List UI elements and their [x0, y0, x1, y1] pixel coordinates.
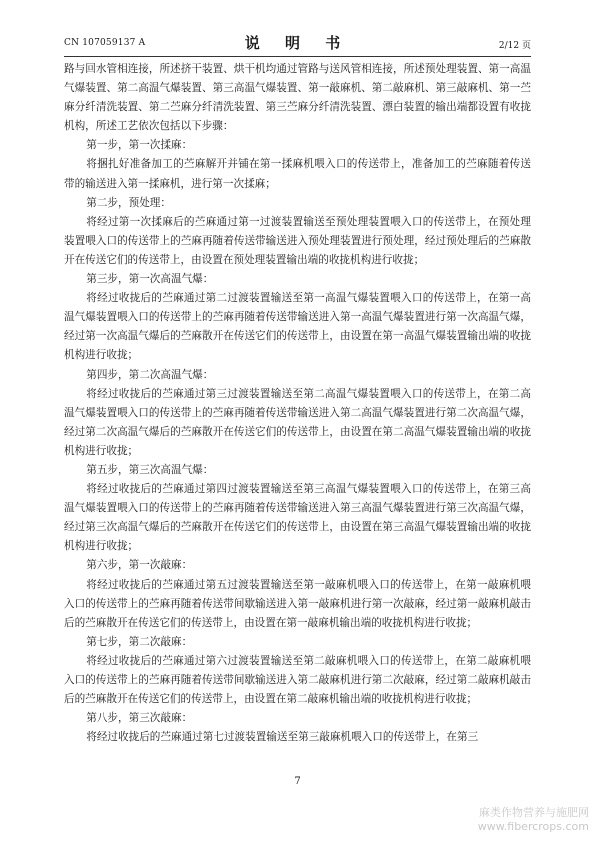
step-heading: 第一步，第一次揉麻：: [86, 139, 193, 152]
paragraph: 将捆扎好准备加工的苎麻解开并铺在第一揉麻机喂入口的传送带上，准备加工的苎麻随着传送带的输送进入第一揉麻机，进行第一次揉麻；: [64, 158, 531, 190]
paragraph: 将经过收拢后的苎麻通过第五过渡装置输送至第一敲麻机喂入口的传送带上，在第一敲麻机喂入口的传送带上的苎麻再随着传送带间歇输送进入第一敲麻机进行第一次敲麻，经过第一敲麻机敲击后的苎麻散开在传送它们的传送带上，由设置在第一敲麻机输出端的收拢机构进行收拢；: [64, 578, 531, 629]
step-heading: 第六步，第一次敲麻：: [86, 559, 193, 572]
step-heading: 第八步，第三次敲麻：: [86, 712, 193, 725]
watermark: [478, 806, 589, 834]
paragraph: 将经过第一次揉麻后的苎麻通过第一过渡装置输送至预处理装置喂入口的传送带上，在预处理装置喂入口的传送带上的苎麻再随着传送带输送进入预处理装置进行预处理，经过预处理后的苎麻散开在传送它们的传送带上，由设置在预处理装置输出端的收拢机构进行收拢；: [64, 215, 531, 266]
watermark-name: 麻类作物营养与施肥网: [479, 806, 589, 819]
page-number: 7: [294, 776, 301, 787]
paragraph: 将经过收拢后的苎麻通过第六过渡装置输送至第二敲麻机喂入口的传送带上，在第二敲麻机喂入口的传送带上的苎麻再随着传送带间歇输送进入第二敲麻机进行第二次敲麻，经过第二敲麻机敲击后的苎麻散开在传送它们的传送带上，由设置在第二敲麻机输出端的收拢机构进行收拢；: [64, 654, 531, 706]
paragraph: 将经过收拢后的苎麻通过第二过渡装置输送至第一高温气爆装置喂入口的传送带上，在第一高温气爆装置喂入口的传送带上的苎麻再随着传送带输送进入第一高温气爆装置进行第一次高温气爆，经过第一次高温气爆后的苎麻散开在传送它们的传送带上，由设置在第一高温气爆装置输出端的收拢机构进行收拢；: [64, 292, 531, 362]
step-heading: 第二步，预处理：: [86, 196, 171, 209]
step-heading: 第五步，第三次高温气爆：: [86, 463, 214, 476]
page-header: [64, 32, 531, 54]
step-heading: 第七步，第二次敲麻：: [86, 635, 193, 648]
watermark-url: www.fibercrops.com: [477, 820, 589, 833]
paragraph: 路与回水管相连接，所述挤干装置、烘干机均通过管路与送风管相连接，所述预处理装置、第一高温气爆装置、第二高温气爆装置、第三高温气爆装置、第一敲麻机、第二敲麻机、第三敲麻机、第一苎麻分纤清洗装置、第二苎麻分纤清洗装置、第三苎麻分纤清洗装置、漂白装置的输出端都设置有收拢机构，所述工艺依次包括以下步骤：: [64, 63, 531, 133]
paragraph: 将经过收拢后的苎麻通过第七过渡装置输送至第三敲麻机喂入口的传送带上，在第三: [86, 731, 479, 744]
step-heading: 第四步，第二次高温气爆：: [86, 368, 214, 381]
paragraph: 将经过收拢后的苎麻通过第三过渡装置输送至第二高温气爆装置喂入口的传送带上，在第二高温气爆装置喂入口的传送带上的苎麻再随着传送带输送进入第二高温气爆装置进行第二次高温气爆，经过第二次高温气爆后的苎麻散开在传送它们的传送带上，由设置在第二高温气爆装置输出端的收拢机构进行收拢；: [64, 387, 531, 457]
patent-number: CN 107059137 A: [64, 38, 146, 48]
page-indicator: 2/12 页: [498, 41, 531, 51]
document-body: [64, 60, 531, 747]
document-title: 说 明 书: [244, 34, 351, 52]
paragraph: 将经过收拢后的苎麻通过第四过渡装置输送至第三高温气爆装置喂入口的传送带上，在第三高温气爆装置喂入口的传送带上的苎麻再随着传送带输送进入第三高温气爆装置进行第三次高温气爆，经过第三次高温气爆后的苎麻散开在传送它们的传送带上，由设置在第三高温气爆装置输出端的收拢机构进行收拢；: [64, 483, 531, 553]
header-rule: [64, 56, 531, 57]
step-heading: 第三步，第一次高温气爆：: [86, 273, 214, 286]
